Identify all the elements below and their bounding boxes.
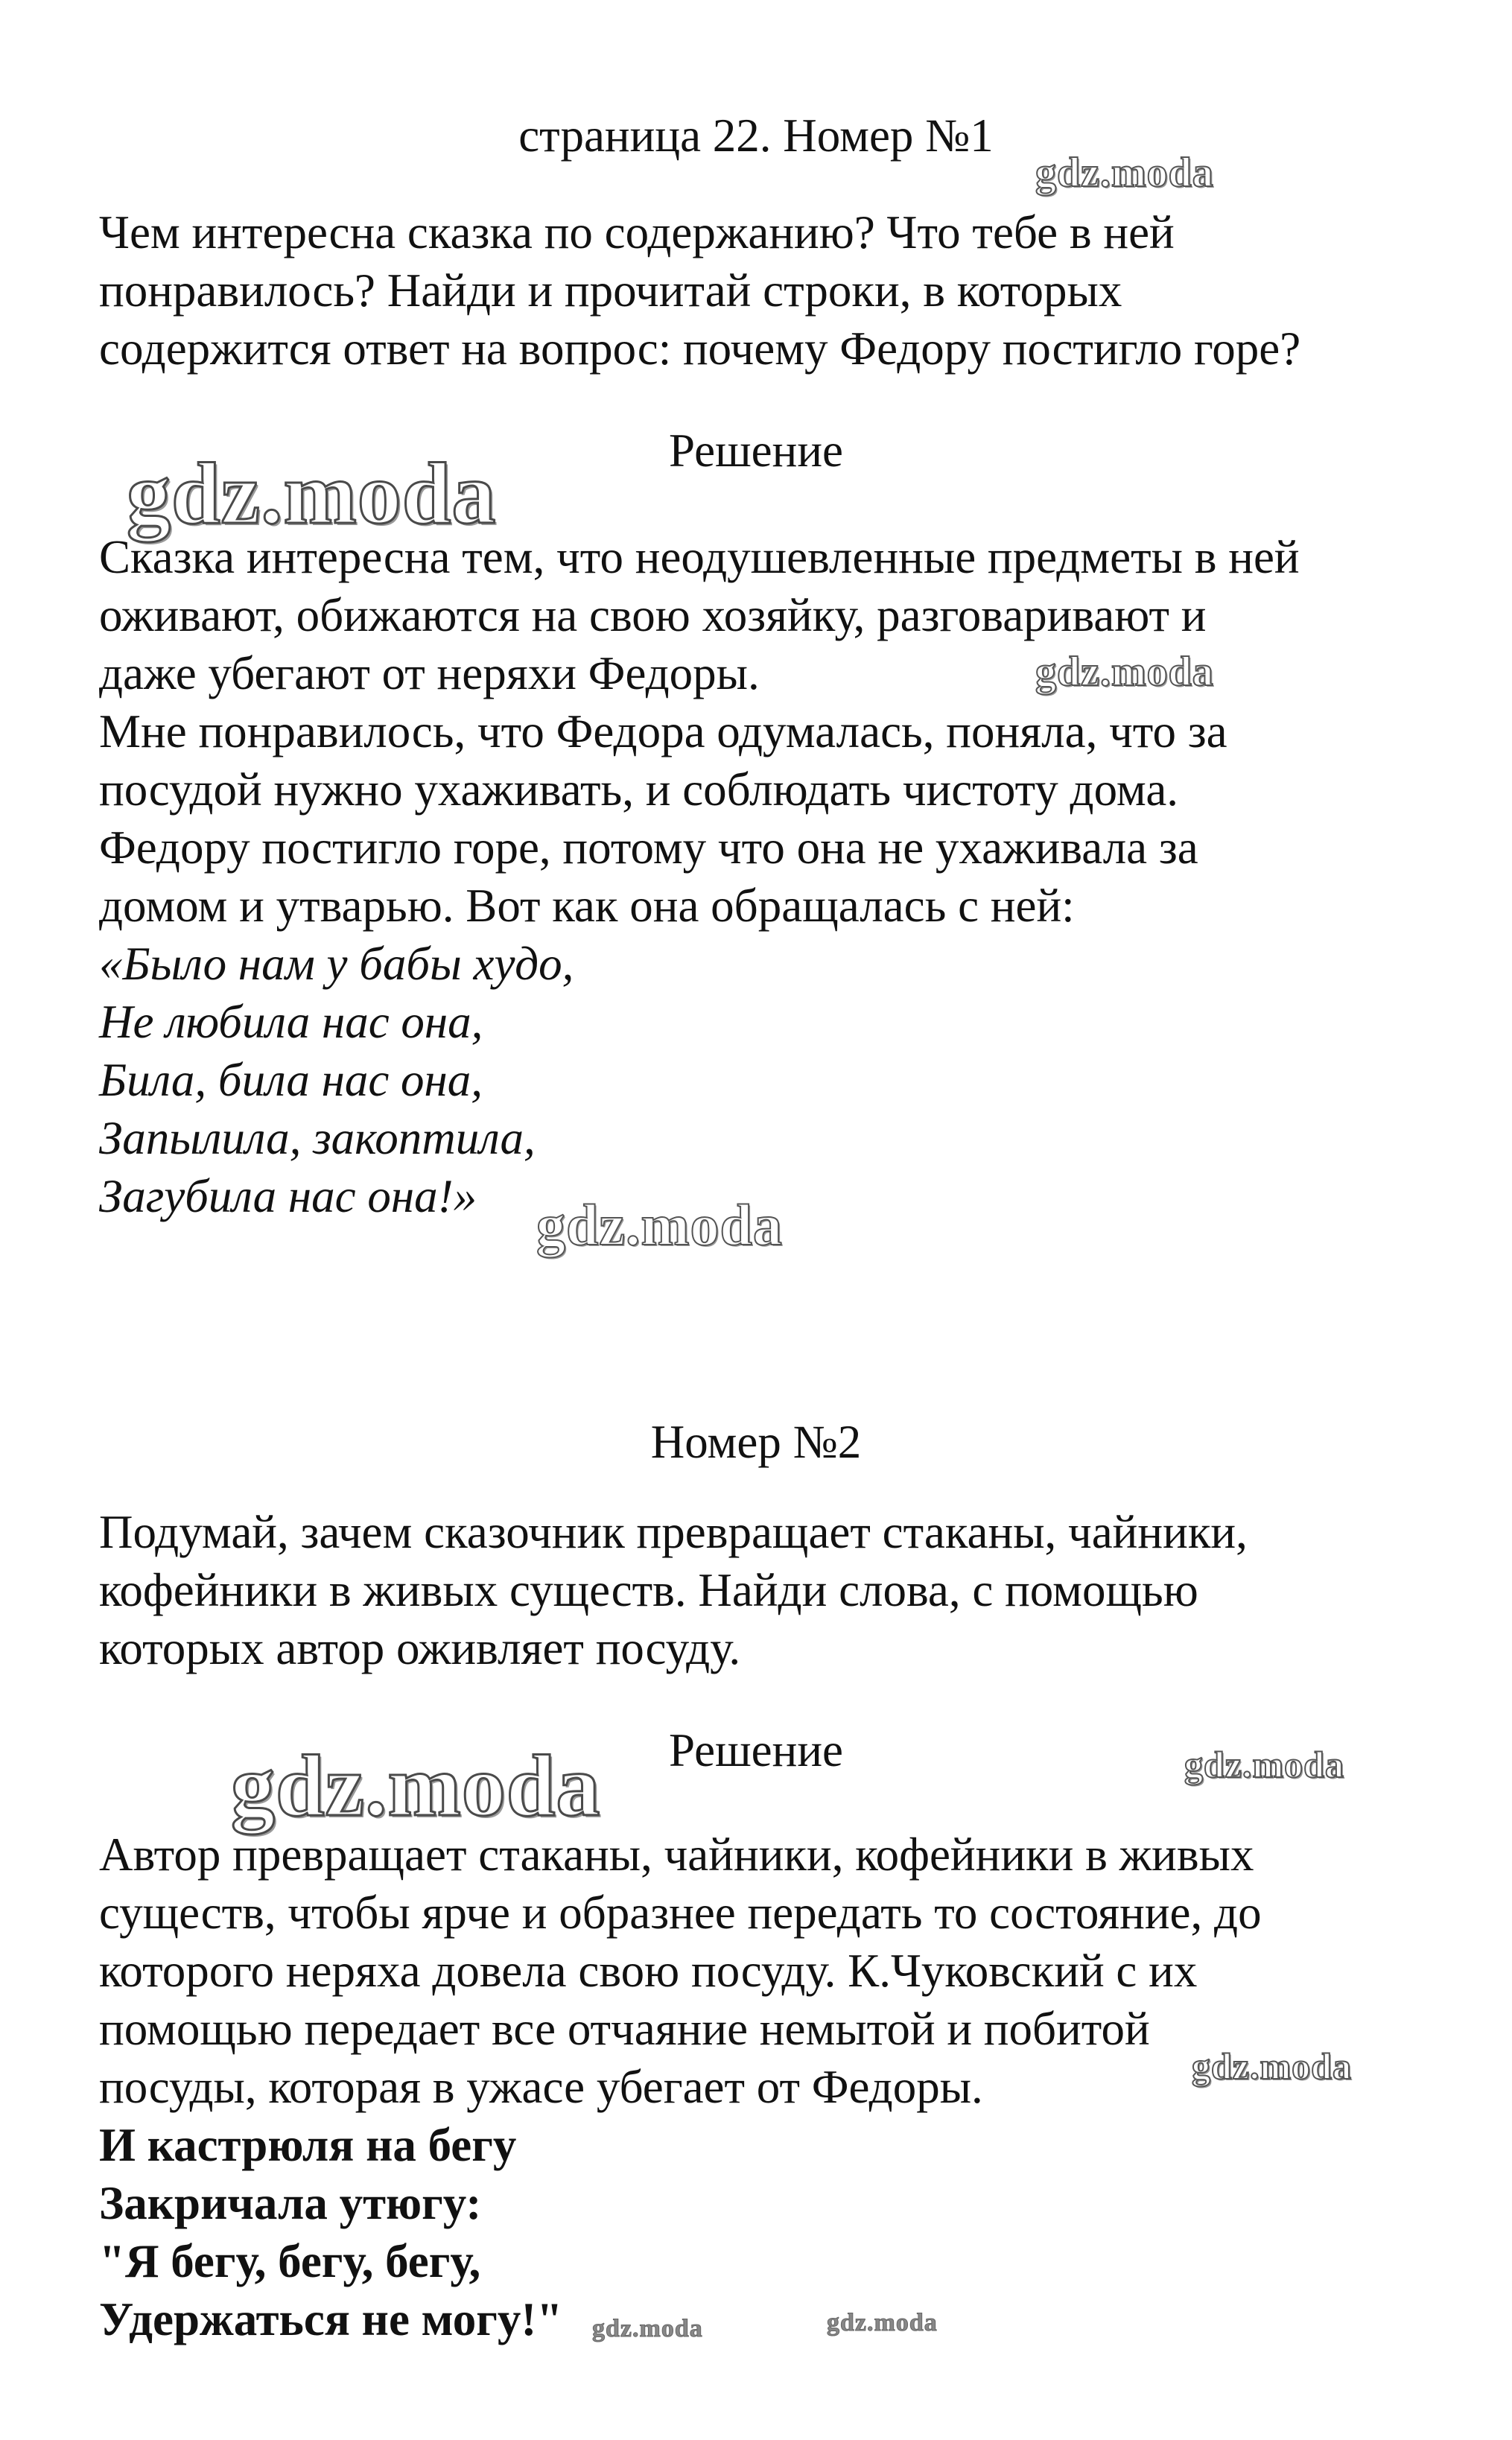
watermark: gdz.moda	[1035, 150, 1214, 196]
section1-quote-line: «Было нам у бабы худо,	[99, 938, 574, 990]
section1-quote-line: Запылила, закоптила,	[99, 1112, 536, 1164]
section2-question-line: Подумай, зачем сказочник превращает стаканы, чайники,	[99, 1506, 1248, 1558]
section1-answer-line: оживают, обижаются на свою хозяйку, разговаривают и	[99, 589, 1207, 641]
watermark: gdz.moda	[536, 1192, 783, 1257]
section2-quote-line: "Я бегу, бегу, бегу,	[99, 2235, 481, 2287]
section1-question-line: понравилось? Найди и прочитай строки, в которых	[99, 264, 1122, 317]
section2-answer-line: Автор превращает стаканы, чайники, кофейники в живых	[99, 1829, 1254, 1881]
section1-question-line: Чем интересна сказка по содержанию? Что тебе в ней	[99, 206, 1175, 258]
watermark: gdz.moda	[827, 2309, 938, 2336]
watermark: gdz.moda	[1184, 1744, 1344, 1785]
watermark: gdz.moda	[592, 2315, 703, 2342]
section2-answer-line: существ, чтобы ярче и образнее передать то состояние, до	[99, 1887, 1262, 1939]
section2-answer-line: помощью передает все отчаяние немытой и побитой	[99, 2003, 1150, 2055]
section2-answer-line: которого неряха довела свою посуду. К.Чуковский с их	[99, 1945, 1198, 1997]
section2-question-line: которых автор оживляет посуду.	[99, 1622, 741, 1674]
watermark: gdz.moda	[231, 1737, 601, 1834]
section1-quote-line: Не любила нас она,	[99, 996, 483, 1048]
section1-quote-line: Била, била нас она,	[99, 1054, 483, 1106]
section2-solution-label: Решение	[668, 1724, 844, 1776]
section1-heading: страница 22. Номер №1	[518, 109, 994, 162]
section1-question-line: содержится ответ на вопрос: почему Федору постигло горе?	[99, 323, 1301, 375]
section1-quote-line: Загубила нас она!»	[99, 1170, 477, 1222]
section1-answer-line: Сказка интересна тем, что неодушевленные предметы в ней	[99, 531, 1300, 583]
section2-quote-line: Удержаться не могу!"	[99, 2293, 563, 2345]
watermark: gdz.moda	[1035, 649, 1214, 695]
section2-question-line: кофейники в живых существ. Найди слова, с помощью	[99, 1564, 1198, 1616]
section2-heading: Номер №2	[650, 1416, 862, 1468]
watermark: gdz.moda	[127, 445, 497, 542]
section1-answer-line: Мне понравилось, что Федора одумалась, поняла, что за	[99, 705, 1227, 757]
section1-answer-line: Федору постигло горе, потому что она не ухаживала за	[99, 822, 1198, 874]
section1-answer-line: посудой нужно ухаживать, и соблюдать чистоту дома.	[99, 763, 1179, 816]
section1-solution-label: Решение	[668, 425, 844, 477]
section2-quote-line: Закричала утюгу:	[99, 2177, 482, 2229]
section2-quote-line: И кастрюля на бегу	[99, 2119, 517, 2171]
section1-answer-line: домом и утварью. Вот как она обращалась с ней:	[99, 880, 1075, 932]
section2-answer-line: посуды, которая в ужасе убегает от Федоры.	[99, 2061, 983, 2113]
watermark: gdz.moda	[1192, 2045, 1352, 2087]
section1-answer-line: даже убегают от неряхи Федоры.	[99, 647, 760, 699]
